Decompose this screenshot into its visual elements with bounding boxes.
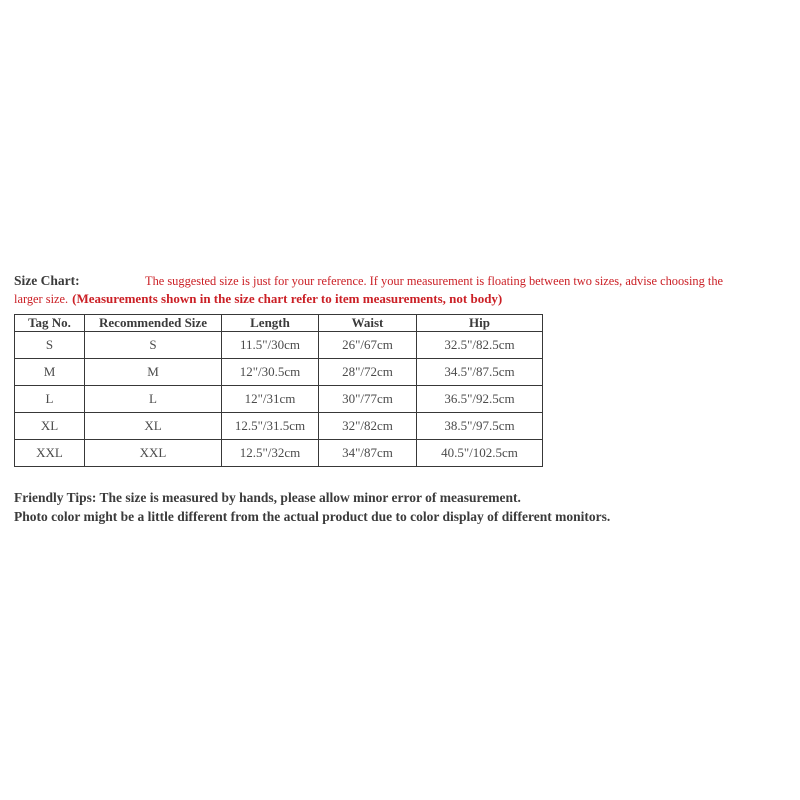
notice-text-line1: The suggested size is just for your reference. If your measurement is floating between two sizes, advise choosing the [145, 274, 724, 288]
friendly-tips-line2: Photo color might be a little different from the actual product due to color display of different monitors. [14, 508, 611, 524]
cell-hip: 34.5"/87.5cm [417, 359, 543, 386]
cell-recommended: M [85, 359, 222, 386]
cell-recommended: S [85, 332, 222, 359]
table-row-xxl [15, 440, 543, 467]
notice-text-line2: larger size. [14, 292, 69, 306]
table-row-xl [15, 413, 543, 440]
column-header-tag-no: Tag No. [15, 315, 85, 332]
notice-text-line2-emphasis: (Measurements shown in the size chart refer to item measurements, not body) [72, 291, 503, 306]
cell-tag: S [15, 332, 85, 359]
cell-length: 12.5"/32cm [222, 440, 319, 467]
cell-hip: 36.5"/92.5cm [417, 386, 543, 413]
table-header-row [15, 315, 543, 332]
cell-hip: 38.5"/97.5cm [417, 413, 543, 440]
cell-tag: XXL [15, 440, 85, 467]
cell-length: 12"/30.5cm [222, 359, 319, 386]
cell-tag: XL [15, 413, 85, 440]
column-header-hip: Hip [417, 315, 543, 332]
column-header-recommended-size: Recommended Size [85, 315, 222, 332]
notice-line-1 [14, 272, 800, 290]
table-row-l [15, 386, 543, 413]
cell-waist: 34"/87cm [319, 440, 417, 467]
cell-waist: 32"/82cm [319, 413, 417, 440]
size-chart-heading: Size Chart: [14, 273, 80, 288]
cell-hip: 32.5"/82.5cm [417, 332, 543, 359]
cell-hip: 40.5"/102.5cm [417, 440, 543, 467]
column-header-waist: Waist [319, 315, 417, 332]
table-row-m [15, 359, 543, 386]
size-chart-table [14, 314, 543, 467]
cell-waist: 28"/72cm [319, 359, 417, 386]
friendly-tips [14, 489, 800, 526]
column-header-length: Length [222, 315, 319, 332]
cell-tag: M [15, 359, 85, 386]
cell-length: 11.5"/30cm [222, 332, 319, 359]
friendly-tips-line1: Friendly Tips: The size is measured by hands, please allow minor error of measurement. [14, 490, 521, 505]
table-row-s [15, 332, 543, 359]
cell-length: 12"/31cm [222, 386, 319, 413]
size-chart-notice [14, 272, 800, 308]
cell-waist: 26"/67cm [319, 332, 417, 359]
cell-waist: 30"/77cm [319, 386, 417, 413]
cell-length: 12.5"/31.5cm [222, 413, 319, 440]
cell-tag: L [15, 386, 85, 413]
cell-recommended: XXL [85, 440, 222, 467]
cell-recommended: L [85, 386, 222, 413]
notice-line-2 [14, 290, 800, 308]
cell-recommended: XL [85, 413, 222, 440]
